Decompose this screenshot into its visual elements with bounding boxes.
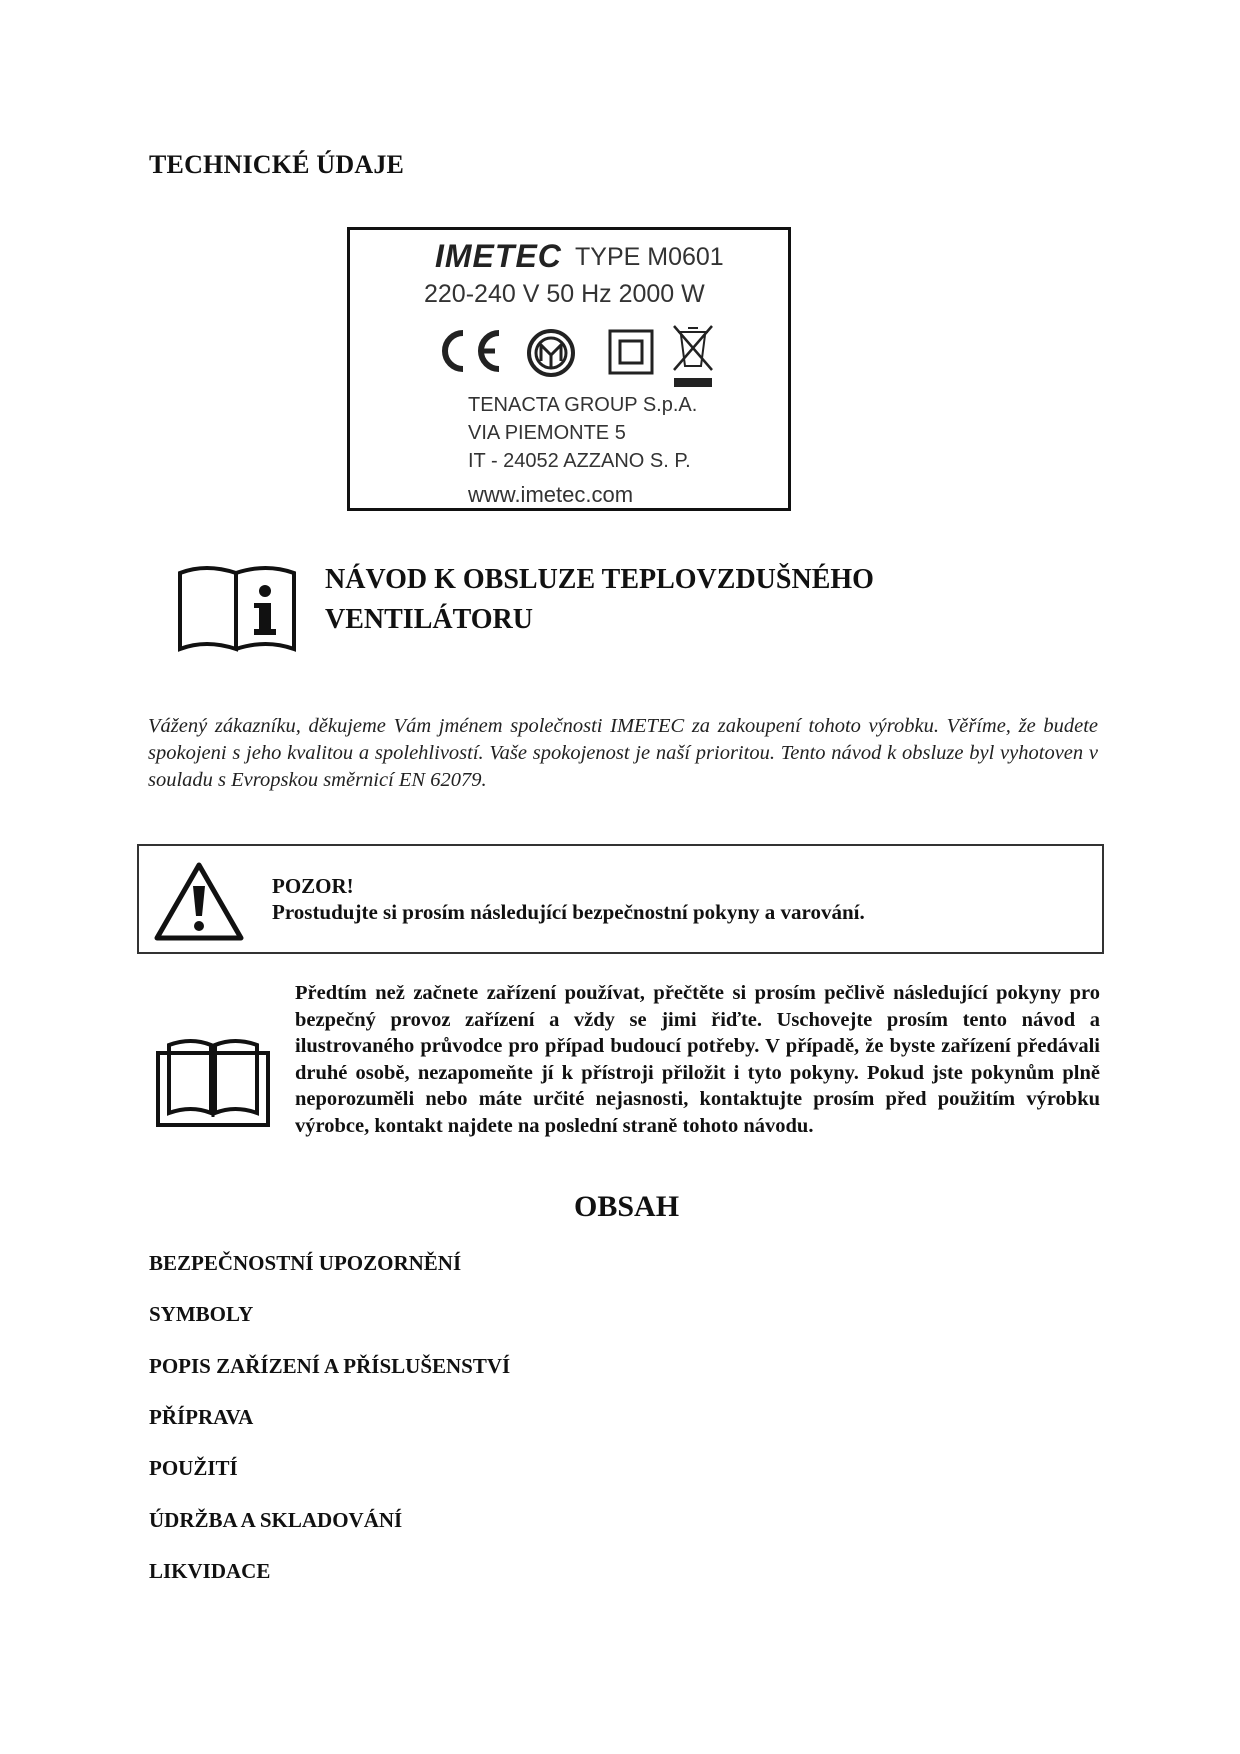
- manual-title-line2: VENTILÁTORU: [325, 604, 533, 635]
- rating-plate: [347, 227, 791, 511]
- read-manual-book-icon: [155, 1033, 271, 1129]
- manufacturer-website: www.imetec.com: [468, 482, 634, 507]
- brand-logo: IMETEC: [435, 238, 562, 274]
- read-manual-paragraph: Předtím než začnete zařízení používat, přečtěte si prosím pečlivě následující pokyny pro bezpečný provoz zařízení a vždy se jimi řiďte. Uschovejte prosím tento návod a ilustrovaného průvodce pro případ budoucí potřeby. V případě, že byste zařízení předávali druhé osobě, nezapomeňte jí k přístroji přiložit i tyto pokyny. Pokud jste pokynům plně neporozuměli nebo máte určité nejasnosti, kontaktujte prosím před použitím výrobku výrobce, kontakt najdete na poslední straně tohoto návodu.: [295, 982, 1100, 1137]
- manual-info-icon: [176, 563, 298, 653]
- class-ii-icon: [608, 329, 654, 375]
- warning-triangle-icon: [153, 860, 245, 942]
- manufacturer-address-line2: IT - 24052 AZZANO S. P.: [468, 450, 691, 472]
- manual-title: [325, 560, 945, 640]
- manufacturer-name: TENACTA GROUP S.p.A.: [468, 394, 698, 416]
- toc-item: BEZPEČNOSTNÍ UPOZORNĚNÍ: [149, 1251, 462, 1275]
- electrical-rating: 220-240 V 50 Hz 2000 W: [424, 280, 705, 308]
- toc-title: OBSAH: [574, 1190, 680, 1223]
- toc-item: SYMBOLY: [149, 1302, 254, 1326]
- warning-title: POZOR!: [272, 874, 354, 898]
- intro-paragraph: Vážený zákazníku, děkujeme Vám jménem společnosti IMETEC za zakoupení tohoto výrobku. Věříme, že budete spokojeni s jeho kvalitou a spolehlivostí. Vaše spokojenost je naší prioritou. Tento návod k obsluze byl vyhotoven v souladu s Evropskou směrnicí EN 62079.: [148, 715, 1098, 791]
- toc-item: ÚDRŽBA A SKLADOVÁNÍ: [149, 1508, 403, 1532]
- weee-bin-icon: [668, 322, 718, 392]
- manufacturer-address-line1: VIA PIEMONTE 5: [468, 422, 626, 444]
- section-title: TECHNICKÉ ÚDAJE: [149, 150, 405, 179]
- toc-item: LIKVIDACE: [149, 1559, 271, 1583]
- ce-mark-icon: [433, 327, 505, 375]
- manual-title-line1: NÁVOD K OBSLUZE TEPLOVZDUŠNÉHO: [325, 564, 874, 595]
- warning-text: Prostudujte si prosím následující bezpečnostní pokyny a varování.: [272, 900, 865, 924]
- toc-item: POPIS ZAŘÍZENÍ A PŘÍSLUŠENSTVÍ: [149, 1354, 511, 1378]
- toc-item: PŘÍPRAVA: [149, 1405, 254, 1429]
- imq-mark-icon: [525, 327, 577, 379]
- warning-box: [137, 844, 1104, 954]
- toc-item: POUŽITÍ: [149, 1456, 238, 1480]
- model-type: TYPE M0601: [575, 243, 724, 271]
